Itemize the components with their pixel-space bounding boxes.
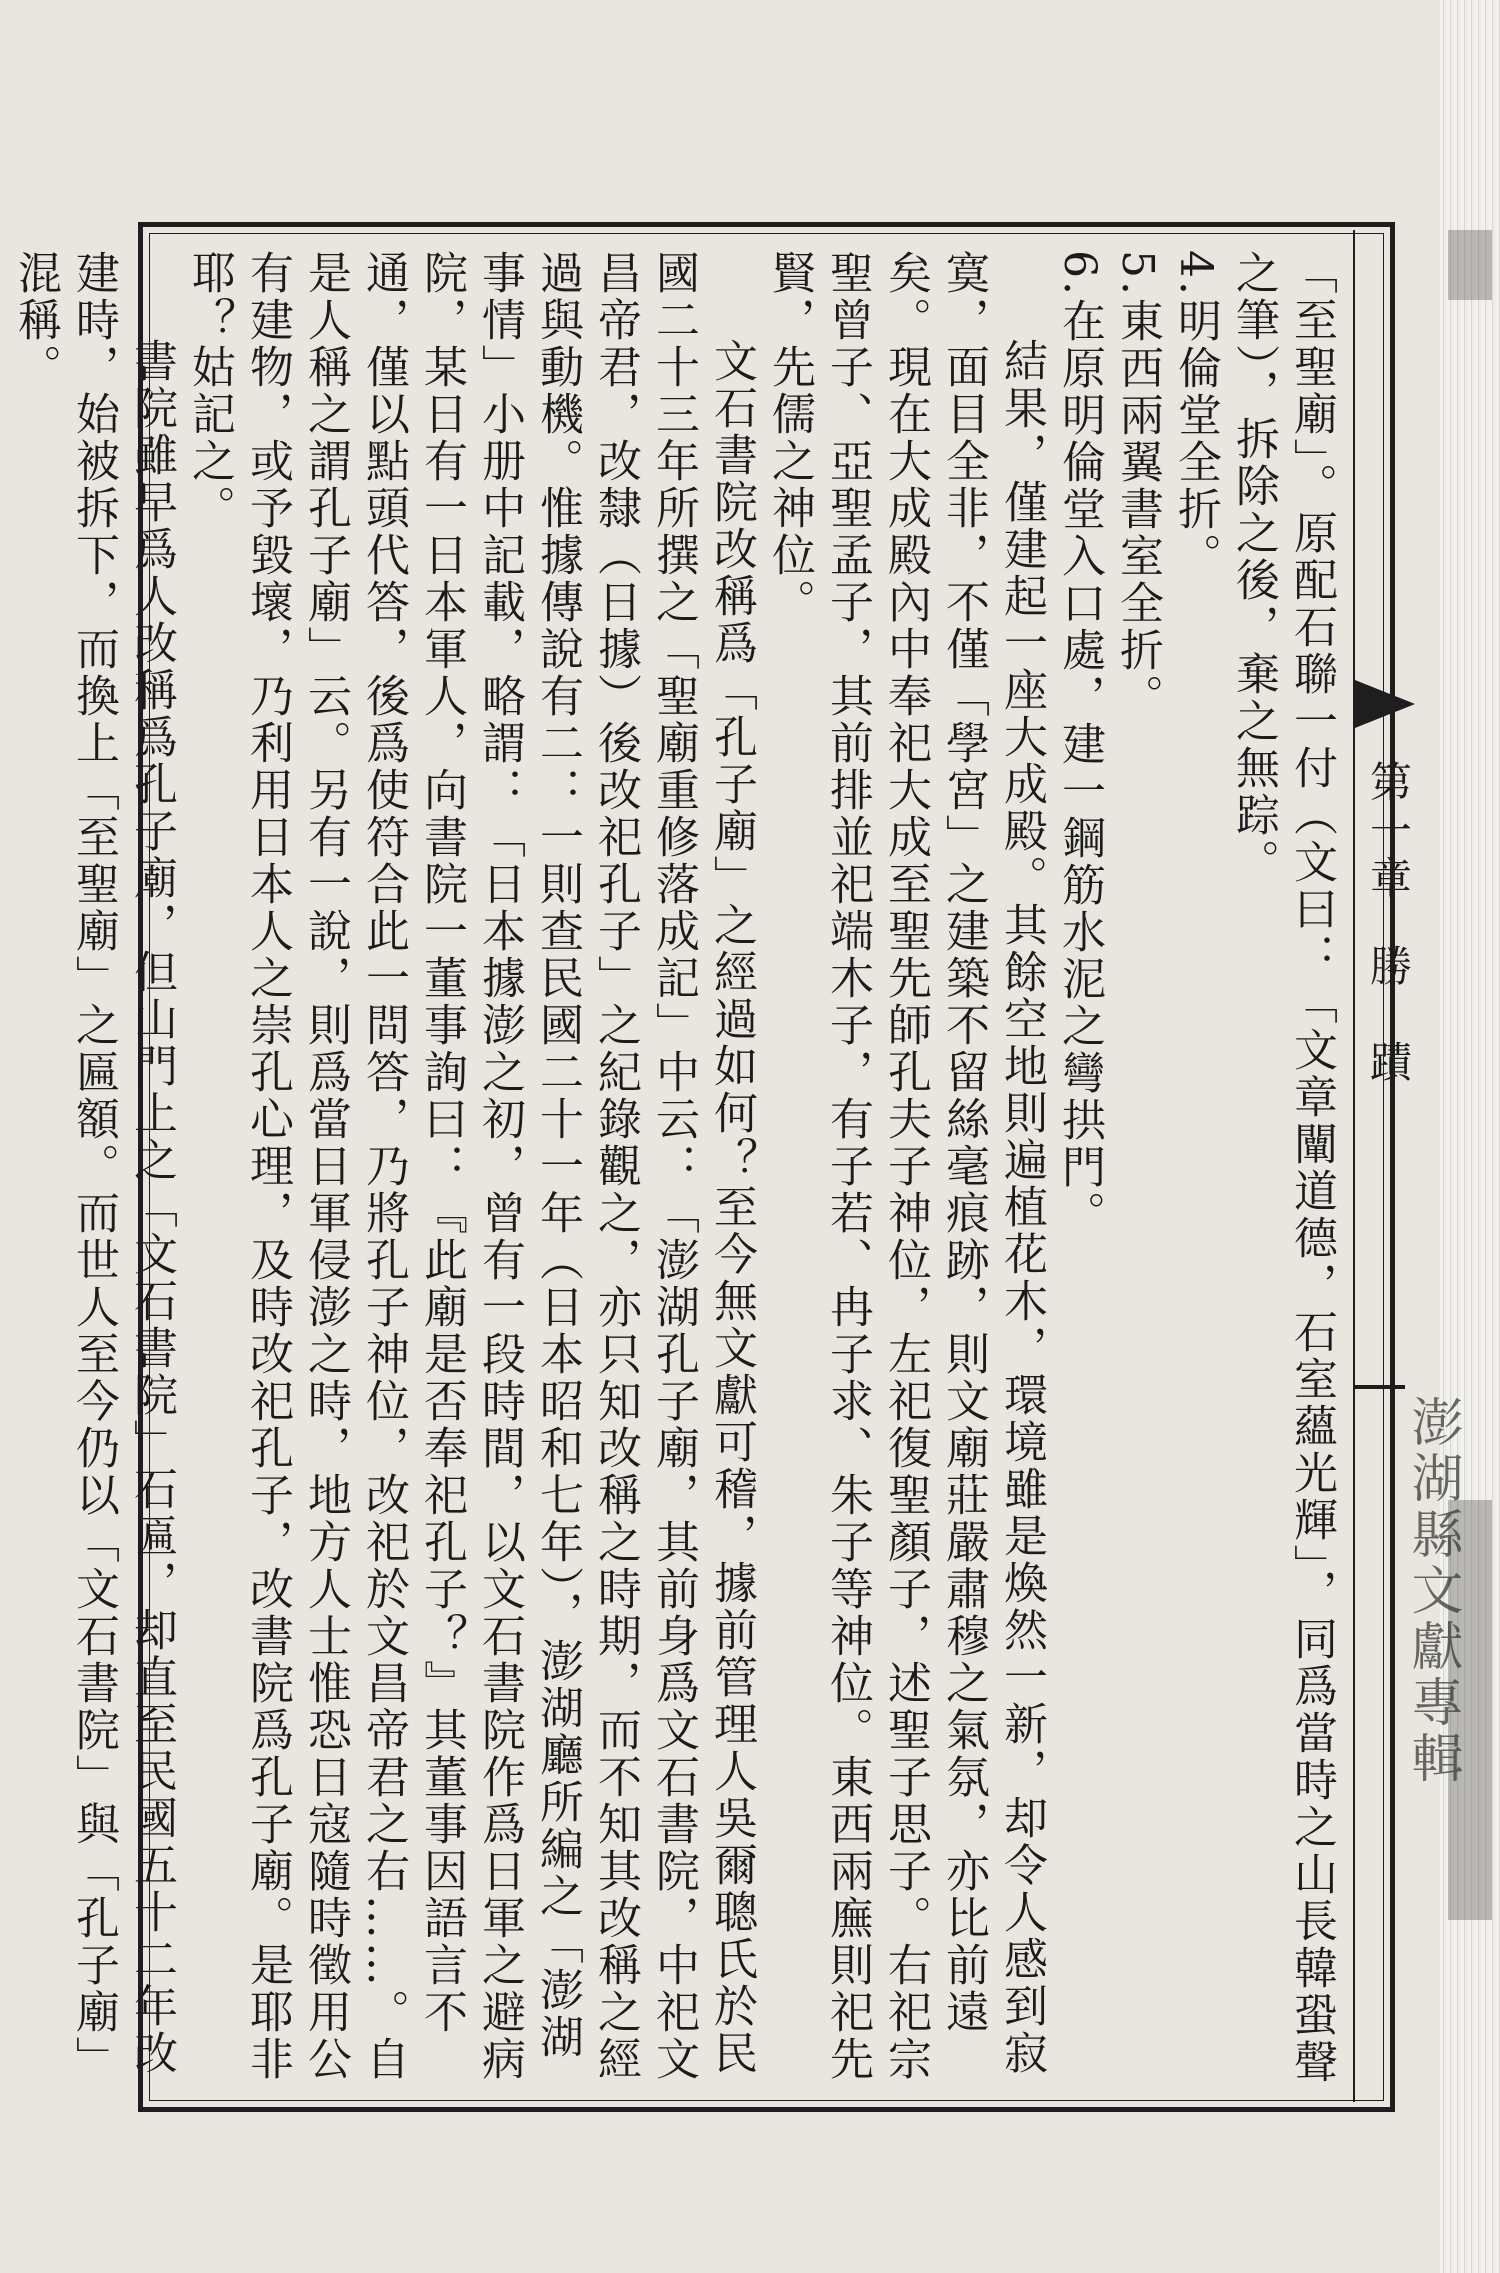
header-rule-ornament	[1355, 1385, 1405, 1389]
paragraph: 「至聖廟」。原配石聯一付（文曰：「文章闡道德，石室蘊光輝」，同爲當時之山長韓蛩聲之筆），拆除之後，棄之無踪。	[1228, 250, 1337, 2086]
body-text	[10, 250, 1340, 2090]
header-divider	[1353, 230, 1355, 2102]
header-wedge-ornament	[1355, 680, 1415, 728]
list-item: 4.明倫堂全折。	[1170, 250, 1221, 580]
chapter-label: 第一章	[1364, 760, 1413, 904]
section-label: 勝 蹟	[1364, 944, 1413, 1088]
spine-shadow	[1448, 230, 1492, 300]
list-item: 6.在原明倫堂入口處，建一鋼筋水泥之彎拱門。	[1054, 250, 1105, 1238]
paragraph: 書院雖早爲人改稱爲孔子廟，但山門上之「文石書院」石匾，却直至民國五十二年改建時，始被拆下，而換上「至聖廟」之匾額。而世人至今仍以「文石書院」與「孔子廟」混稱。	[10, 250, 177, 2083]
paragraph: 結果，僅建起一座大成殿。其餘空地則遍植花木，環境雖是煥然一新，却令人感到寂寞，面目全非，不僅「學宮」之建築不留絲毫痕跡，則文廟莊嚴肅穆之氣氛，亦比前遠矣。現在大成殿內中奉祀大成至聖先師孔夫子神位，左祀復聖顏子，述聖子思子。右祀宗聖曾子、亞聖孟子，其前排並祀端木子，有子若、冉子求、朱子等神位。東西兩廡則祀先賢，先儒之神位。	[764, 250, 1047, 2083]
list-item: 5.東西兩翼書室全折。	[1112, 250, 1163, 721]
paragraph: 文石書院改稱爲「孔子廟」之經過如何？至今無文獻可稽，據前管理人吳爾聰氏於民國二十三年所撰之「聖廟重修落成記」中云：「澎湖孔子廟，其前身爲文石書院，中祀文昌帝君，改隸（日據）後改祀孔子」之紀錄觀之，亦只知改稱之時期，而不知其改稱之經過與動機。惟據傳說有二：一則查民國二十一年（日本昭和七年），澎湖廳所編之「澎湖事情」小册中記載，略謂：「日本據澎之初，曾有一段時間，以文石書院作爲日軍之避病院，某日有一日本軍人，向書院一董事詢曰：『此廟是否奉祀孔子？』其董事因語言不通，僅以點頭代答，後爲使符合此一問答，乃將孔子神位，改祀於文昌帝君之右……。自是人稱之謂孔子廟」云。另有一說，則爲當日軍侵澎之時，地方人士惟恐日寇隨時徵用公有建物，或予毀壞，乃利用日本人之崇孔心理，及時改祀孔子，改書院爲孔子廟。是耶非耶？姑記之。	[184, 250, 757, 2083]
side-title: 澎湖縣文獻專輯	[1402, 1395, 1462, 1787]
running-head	[1364, 760, 1413, 1088]
